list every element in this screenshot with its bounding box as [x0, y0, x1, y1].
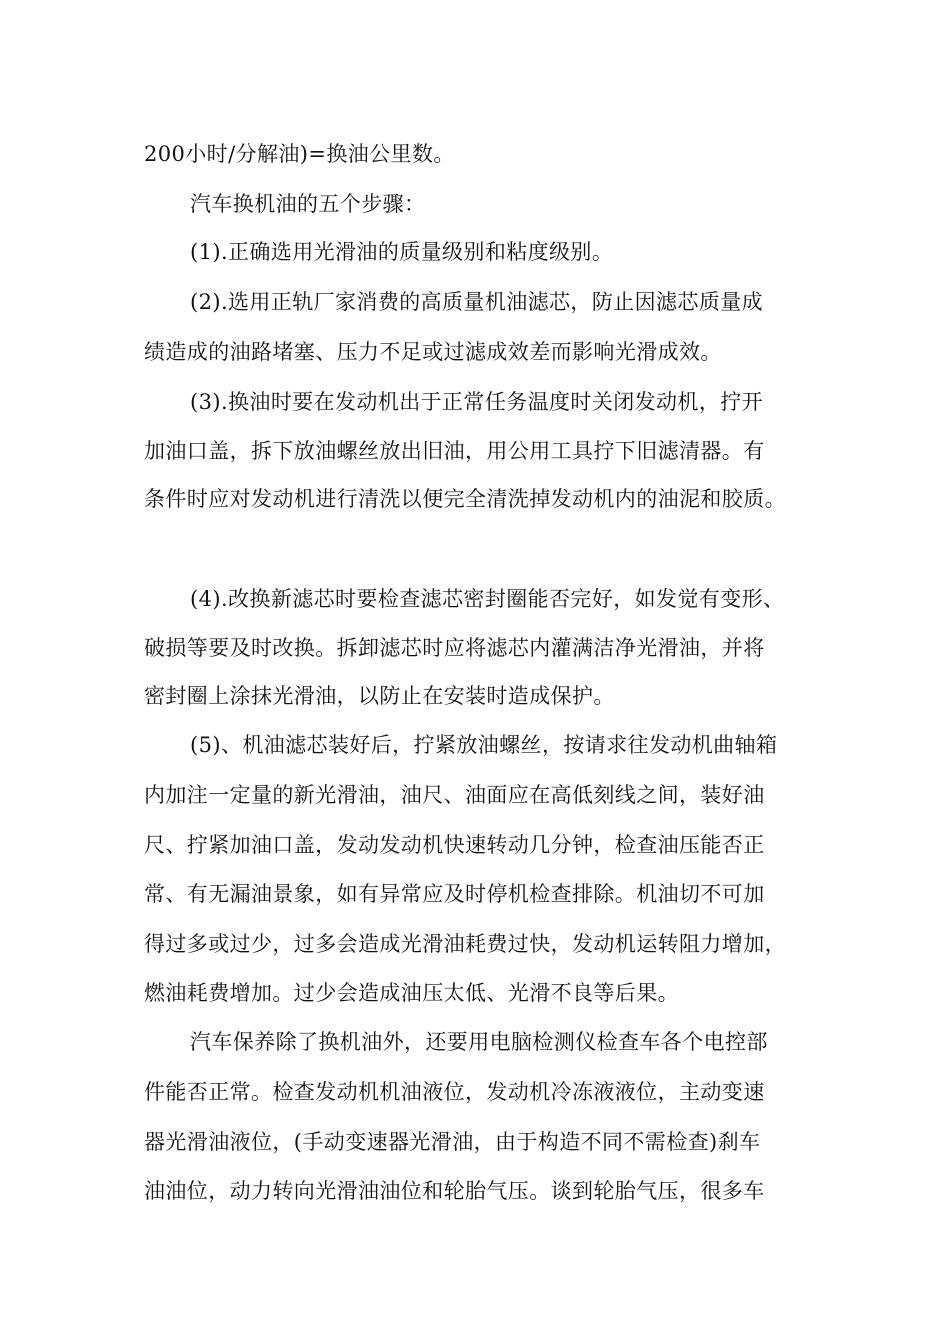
- text-line-4: (2).选用正轨厂家消费的高质量机油滤芯，防止因滤芯质量成: [190, 290, 764, 314]
- text-line-14: 尺、拧紧加油口盖，发动发动机快速转动几分钟，检查油压能否正: [144, 833, 765, 857]
- text-line-5: 绩造成的油路堵塞、压力不足或过滤成效差而影响光滑成效。: [144, 340, 722, 364]
- text-line-12: (5)、机油滤芯装好后，拧紧放油螺丝，按请求往发动机曲轴箱: [190, 733, 778, 757]
- text-line-21: 油油位，动力转向光滑油油位和轮胎气压。谈到轮胎气压，很多车: [144, 1179, 765, 1203]
- text-line-7: 加油口盖，拆下放油螺丝放出旧油，用公用工具拧下旧滤清器。有: [144, 439, 765, 463]
- text-line-17: 燃油耗费增加。过少会造成油压太低、光滑不良等后果。: [144, 981, 679, 1005]
- text-line-8: 条件时应对发动机进行清洗以便完全清洗掉发动机内的油泥和胶质。: [144, 487, 786, 511]
- text-line-1: 200小时/分解油)=换油公里数。: [144, 142, 455, 166]
- text-line-13: 内加注一定量的新光滑油，油尺、油面应在高低刻线之间，装好油: [144, 783, 765, 807]
- text-line-16: 得过多或过少，过多会造成光滑油耗费过快，发动机运转阻力增加，: [144, 932, 786, 956]
- text-line-10: 破损等要及时改换。拆卸滤芯时应将滤芯内灌满洁净光滑油，并将: [144, 636, 765, 660]
- text-line-6: (3).换油时要在发动机出于正常任务温度时关闭发动机，拧开: [190, 390, 764, 414]
- text-line-18: 汽车保养除了换机油外，还要用电脑检测仪检查车各个电控部: [190, 1030, 768, 1054]
- text-line-11: 密封圈上涂抹光滑油，以防止在安装时造成保护。: [144, 684, 615, 708]
- text-line-3: (1).正确选用光滑油的质量级别和粘度级别。: [190, 240, 614, 264]
- text-line-19: 件能否正常。检查发动机机油液位，发动机冷冻液液位，主动变速: [144, 1080, 765, 1104]
- text-line-20: 器光滑油液位，(手动变速器光滑油，由于构造不同不需检查)刹车: [144, 1130, 761, 1154]
- text-line-2: 汽车换机油的五个步骤：: [190, 192, 426, 216]
- text-line-9: (4).改换新滤芯时要检查滤芯密封圈能否完好，如发觉有变形、: [190, 587, 785, 611]
- text-line-15: 常、有无漏油景象，如有异常应及时停机检查排除。机油切不可加: [144, 882, 765, 906]
